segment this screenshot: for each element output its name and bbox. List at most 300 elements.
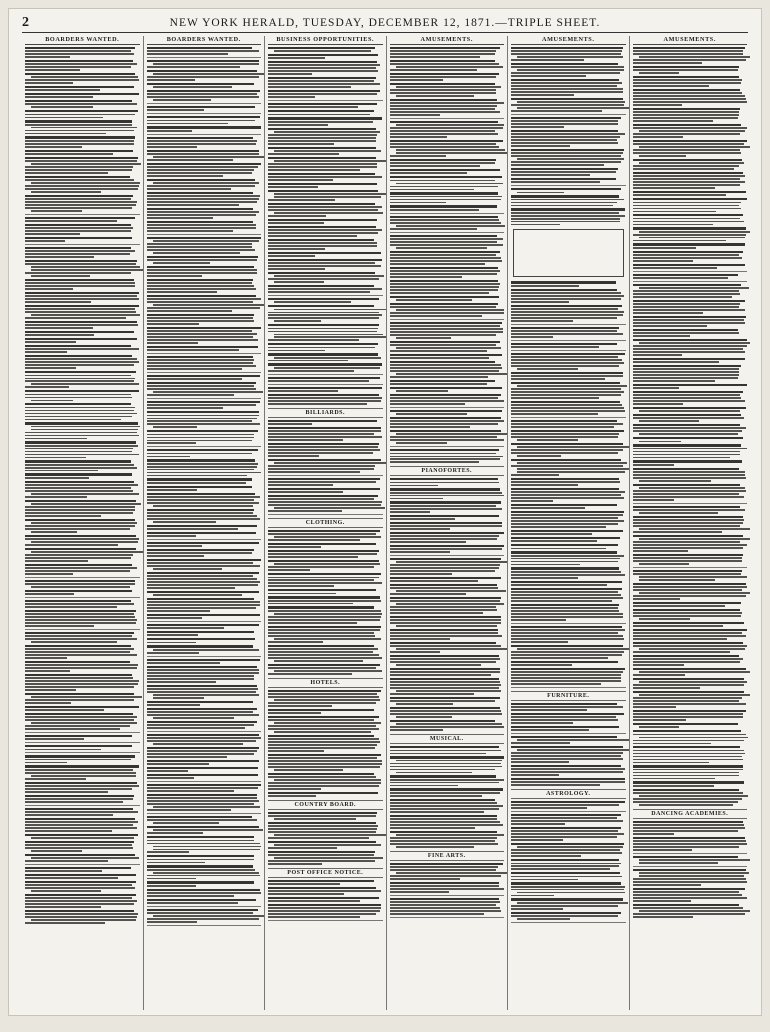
text-line	[25, 651, 130, 653]
text-line	[511, 149, 624, 151]
text-line	[511, 548, 606, 550]
classified-ad	[147, 208, 262, 219]
text-line	[633, 274, 738, 276]
text-line	[511, 830, 618, 832]
text-line	[511, 488, 619, 490]
classified-ad	[390, 322, 505, 339]
text-line	[268, 645, 374, 647]
text-line	[633, 772, 739, 774]
text-line	[511, 716, 616, 718]
text-line	[147, 137, 253, 139]
text-line	[25, 560, 88, 562]
text-line	[633, 632, 743, 634]
text-line	[511, 577, 578, 579]
classified-ad	[147, 126, 262, 131]
text-line	[268, 916, 360, 918]
text-line	[25, 60, 133, 62]
text-line	[511, 426, 614, 428]
text-line	[31, 314, 140, 316]
text-line	[153, 846, 262, 848]
text-line	[511, 120, 618, 122]
classified-ad	[268, 90, 383, 98]
classified-ad	[511, 178, 626, 183]
classified-ad	[268, 851, 383, 865]
classified-ad	[268, 252, 383, 257]
text-line	[633, 53, 744, 55]
text-line	[25, 782, 137, 784]
text-line	[147, 584, 258, 586]
text-line	[390, 205, 497, 207]
text-line	[153, 822, 220, 824]
text-line	[274, 834, 386, 836]
text-line	[633, 227, 747, 229]
classified-ad	[511, 343, 626, 348]
text-line	[390, 788, 504, 790]
classified-ad	[633, 789, 748, 806]
text-line	[633, 165, 739, 167]
text-line	[268, 147, 376, 149]
text-line	[511, 292, 621, 294]
classified-ad	[511, 401, 626, 415]
text-line	[517, 648, 630, 650]
text-line	[633, 878, 746, 880]
text-line	[633, 801, 739, 803]
text-line	[147, 259, 257, 261]
text-line	[147, 120, 256, 122]
text-line	[25, 847, 133, 849]
classified-ad	[25, 808, 140, 816]
text-line	[25, 887, 135, 889]
classified-ad	[268, 147, 383, 155]
text-line	[390, 196, 503, 198]
classified-ad	[147, 375, 262, 380]
text-line	[511, 567, 619, 569]
text-line	[25, 877, 118, 879]
classified-ad	[268, 183, 383, 188]
classified-ad	[633, 781, 748, 786]
classified-ad	[511, 511, 626, 528]
text-line	[390, 53, 496, 55]
text-line	[633, 869, 747, 871]
text-line	[511, 407, 624, 409]
text-line	[147, 489, 198, 491]
text-line	[147, 90, 261, 92]
text-line	[147, 918, 260, 920]
text-line	[268, 380, 369, 382]
text-line	[147, 237, 261, 239]
classified-ad	[390, 410, 505, 415]
text-line	[25, 361, 139, 363]
classified-ad	[25, 150, 140, 155]
classified-ad	[268, 897, 383, 902]
text-line	[147, 790, 234, 792]
text-line	[153, 697, 205, 699]
text-line	[153, 717, 235, 719]
text-line	[268, 725, 376, 727]
classified-ad	[511, 726, 626, 731]
classified-ad	[268, 443, 383, 457]
text-line	[511, 915, 618, 917]
text-line	[268, 822, 376, 824]
text-line	[517, 902, 628, 904]
text-line	[147, 472, 261, 474]
classified-ad	[633, 76, 748, 87]
classified-ad	[25, 403, 140, 420]
text-line	[25, 227, 133, 229]
classified-ad	[511, 478, 626, 486]
text-line	[274, 462, 386, 464]
text-line	[390, 376, 489, 378]
text-line	[390, 341, 500, 343]
text-line	[25, 457, 86, 459]
classified-ad	[25, 473, 140, 478]
text-line	[25, 166, 133, 168]
text-line	[390, 678, 500, 680]
text-line	[511, 171, 616, 173]
text-line	[268, 897, 379, 899]
classified-ad	[633, 264, 748, 269]
text-line	[633, 602, 741, 604]
classified-ad	[147, 411, 262, 428]
text-line	[147, 269, 257, 271]
text-line	[633, 697, 743, 699]
text-line	[390, 878, 460, 880]
text-line	[25, 136, 135, 138]
text-line	[268, 747, 375, 749]
text-line	[147, 307, 260, 309]
text-line	[268, 553, 377, 555]
classified-ad	[390, 898, 505, 915]
classified-ad	[147, 60, 262, 68]
classified-ad	[633, 516, 748, 533]
text-line	[633, 427, 746, 429]
classified-ad	[511, 327, 626, 338]
text-line	[633, 781, 745, 783]
classified-ad	[268, 596, 383, 604]
text-line	[25, 256, 94, 258]
text-line	[274, 131, 380, 133]
text-line	[25, 120, 132, 122]
text-line	[268, 593, 336, 595]
text-line	[390, 456, 503, 458]
text-line	[25, 201, 137, 203]
text-line	[25, 661, 130, 663]
classified-ad	[25, 481, 140, 498]
text-line	[511, 865, 619, 867]
text-line	[633, 221, 744, 223]
text-line	[511, 514, 623, 516]
text-line	[147, 146, 198, 148]
text-line	[268, 226, 376, 228]
text-line	[511, 561, 618, 563]
text-line	[147, 317, 253, 319]
divider	[147, 731, 262, 732]
classified-ad	[25, 260, 140, 277]
text-line	[390, 898, 499, 900]
text-line	[153, 694, 259, 696]
text-line	[633, 345, 747, 347]
text-line	[25, 114, 135, 116]
classified-ad	[633, 642, 748, 653]
classified-ad	[25, 321, 140, 329]
classified-ad	[633, 365, 748, 382]
text-line	[268, 854, 374, 856]
text-line	[511, 327, 619, 329]
text-line	[633, 612, 743, 614]
classified-ad	[511, 281, 626, 286]
text-line	[268, 278, 379, 280]
text-line	[390, 795, 483, 797]
text-line	[390, 315, 482, 317]
text-line	[25, 334, 94, 336]
text-line	[268, 343, 378, 345]
classified-ad	[25, 765, 140, 779]
text-line	[268, 606, 374, 608]
classified-ad	[633, 124, 748, 138]
text-line	[268, 328, 378, 330]
text-line	[147, 902, 238, 904]
text-line	[390, 541, 467, 543]
text-line	[511, 359, 622, 361]
text-line	[639, 130, 746, 132]
text-line	[268, 543, 376, 545]
text-line	[390, 485, 439, 487]
text-line	[25, 124, 132, 126]
classified-ad	[390, 430, 505, 444]
divider	[390, 895, 505, 896]
text-line	[390, 140, 503, 142]
classified-ad	[268, 219, 383, 224]
text-line	[390, 518, 455, 520]
text-line	[633, 586, 747, 588]
text-line	[511, 540, 597, 542]
text-line	[390, 638, 451, 640]
text-line	[147, 106, 256, 108]
text-line	[390, 192, 499, 194]
text-line	[147, 750, 257, 752]
text-line	[511, 497, 624, 499]
text-line	[511, 59, 584, 61]
text-line	[511, 778, 625, 780]
text-line	[274, 818, 356, 820]
text-line	[25, 554, 133, 556]
text-line	[390, 334, 497, 336]
text-line	[147, 368, 242, 370]
text-line	[147, 662, 220, 664]
text-line	[274, 638, 381, 640]
text-line	[396, 690, 502, 692]
text-line	[268, 390, 338, 392]
text-line	[633, 127, 747, 129]
classified-ad	[147, 401, 262, 409]
classified-ad	[511, 703, 626, 711]
text-line	[147, 150, 260, 152]
text-line	[390, 619, 501, 621]
text-line	[147, 411, 260, 413]
text-line	[268, 137, 376, 139]
text-line	[25, 188, 138, 190]
text-line	[147, 624, 260, 626]
text-line	[511, 188, 621, 190]
text-line	[31, 163, 141, 165]
classified-ad	[268, 285, 383, 293]
classified-ad	[25, 881, 140, 892]
text-line	[390, 805, 504, 807]
classified-ad	[25, 755, 140, 763]
text-line	[25, 683, 138, 685]
text-line	[25, 689, 76, 691]
text-line	[390, 350, 487, 352]
text-line	[633, 897, 747, 899]
text-line	[511, 664, 572, 666]
text-line	[25, 490, 133, 492]
classified-ad	[147, 532, 262, 537]
text-line	[147, 459, 256, 461]
divider	[511, 811, 626, 812]
text-line	[390, 216, 498, 218]
text-line	[390, 753, 486, 755]
classified-ad	[633, 414, 748, 422]
classified-ad	[390, 720, 505, 731]
text-line	[147, 96, 259, 98]
text-line	[147, 756, 227, 758]
text-line	[268, 57, 325, 59]
text-line	[147, 740, 257, 742]
text-line	[25, 519, 135, 521]
text-line	[268, 134, 377, 136]
text-line	[633, 368, 739, 370]
text-line	[268, 550, 379, 552]
text-line	[633, 191, 747, 193]
text-line	[268, 199, 335, 201]
text-line	[633, 840, 746, 842]
text-line	[511, 375, 623, 377]
text-line	[274, 769, 343, 771]
text-line	[390, 775, 496, 777]
text-line	[268, 705, 332, 707]
text-line	[268, 481, 376, 483]
text-line	[153, 743, 243, 745]
text-line	[25, 544, 118, 546]
text-line	[639, 538, 751, 540]
text-line	[633, 723, 739, 725]
text-line	[268, 890, 381, 892]
text-line	[390, 687, 500, 689]
text-line	[511, 876, 622, 878]
text-line	[274, 334, 383, 336]
text-line	[633, 756, 743, 758]
text-line	[633, 417, 744, 419]
text-line	[147, 404, 257, 406]
text-line	[268, 893, 344, 895]
text-line	[390, 199, 502, 201]
text-line	[633, 293, 741, 295]
text-line	[147, 892, 261, 894]
masthead	[22, 14, 748, 33]
text-line	[633, 316, 747, 318]
text-line	[511, 849, 620, 851]
divider	[511, 324, 626, 325]
classified-ad	[633, 89, 748, 106]
classified-ad	[511, 459, 626, 476]
text-line	[147, 469, 255, 471]
text-line	[25, 419, 121, 421]
text-line	[25, 441, 136, 443]
text-line	[147, 727, 245, 729]
text-line	[639, 592, 751, 594]
text-line	[25, 900, 137, 902]
text-line	[390, 869, 496, 871]
text-line	[390, 235, 498, 237]
text-line	[390, 815, 497, 817]
text-line	[639, 862, 718, 864]
classified-ad	[25, 854, 140, 862]
boxed-advertisement	[513, 229, 624, 277]
text-line	[25, 590, 132, 592]
classified-ad	[390, 341, 505, 352]
text-line	[268, 400, 381, 402]
text-line	[25, 331, 134, 333]
text-line	[390, 564, 500, 566]
text-line	[268, 265, 381, 267]
classified-ad	[268, 560, 383, 571]
classified-ad	[633, 444, 748, 458]
text-line	[390, 593, 467, 595]
text-line	[268, 716, 379, 718]
text-line	[147, 681, 217, 683]
classified-ad	[633, 407, 748, 412]
text-line	[390, 461, 480, 463]
text-line	[390, 114, 441, 116]
text-line	[511, 752, 623, 754]
text-line	[147, 285, 255, 287]
classified-ad	[268, 822, 383, 839]
text-line	[511, 551, 617, 553]
divider	[25, 742, 140, 743]
text-line	[147, 753, 255, 755]
text-line	[390, 280, 499, 282]
text-line	[153, 829, 264, 831]
text-line	[511, 98, 623, 100]
text-line	[390, 866, 498, 868]
text-line	[25, 100, 132, 102]
classified-ad	[147, 163, 262, 177]
text-line	[25, 528, 130, 530]
classified-ad	[268, 841, 383, 849]
text-line	[147, 685, 257, 687]
text-line	[390, 642, 497, 644]
text-line	[268, 491, 343, 493]
section-header: MUSICAL.	[390, 734, 505, 744]
text-line	[268, 847, 337, 849]
text-line	[390, 50, 497, 52]
text-line	[511, 372, 623, 374]
text-line	[147, 288, 256, 290]
text-line	[25, 487, 131, 489]
text-line	[147, 320, 254, 322]
text-line	[633, 400, 745, 402]
classified-ad	[268, 239, 383, 250]
text-line	[511, 889, 624, 891]
text-line	[147, 509, 254, 511]
text-line	[25, 295, 137, 297]
divider	[633, 503, 748, 504]
text-line	[25, 448, 133, 450]
text-line	[268, 103, 377, 105]
text-line	[511, 145, 570, 147]
text-line	[511, 491, 625, 493]
divider	[268, 100, 383, 101]
